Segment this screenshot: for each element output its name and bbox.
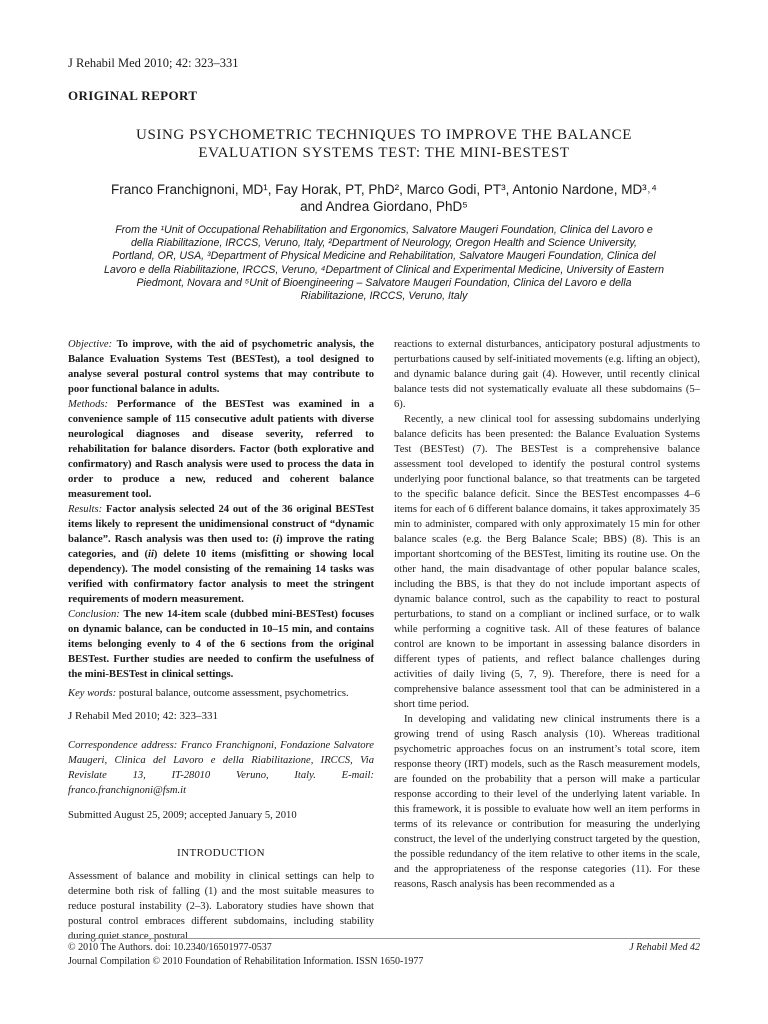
keywords	[68, 686, 374, 701]
title-line-2: EVALUATION SYSTEMS TEST: THE MINI-BESTEST	[198, 145, 570, 161]
results-text-c: ) delete 10 items (misfitting or showing local dependency). The model consisting of the remaining 14 tasks was verified with confirmatory factor analysis to meet the stringent requirements of modern measurement.	[68, 549, 374, 605]
affiliations	[68, 224, 700, 303]
authors-line-1: Franco Franchignoni, MD¹, Fay Horak, PT, PhD², Marco Godi, PT³, Antonio Nardone, MD³˒⁴	[111, 182, 657, 197]
author-list	[68, 181, 700, 215]
results-text-b: ) improve the rating categories, and (	[68, 534, 374, 560]
journal-reference: J Rehabil Med 2010; 42: 323–331	[68, 56, 239, 70]
affiliation-line-6: Riabilitazione, IRCCS, Veruno, Italy	[300, 290, 468, 303]
report-type: ORIGINAL REPORT	[68, 88, 198, 103]
keywords-label: Key words:	[68, 688, 117, 699]
results-roman-ii: ii	[148, 549, 154, 560]
footer-compilation: Journal Compilation © 2010 Foundation of Rehabilitation Information. ISSN 1650-1977	[68, 956, 424, 967]
objective-text: To improve, with the aid of psychometric analysis, the Balance Evaluation Systems Test (BESTest), a tool designed to analyse several postural control systems that may contribute to poor functional balance in adults.	[68, 339, 374, 395]
title-line-1: USING PSYCHOMETRIC TECHNIQUES TO IMPROVE THE BALANCE	[136, 127, 632, 143]
keywords-text: postural balance, outcome assessment, psychometrics.	[118, 688, 349, 699]
methods-label: Methods:	[68, 399, 109, 410]
article-title	[68, 126, 700, 162]
affiliation-line-5: Piedmont, Novara and ⁵Unit of Bioengineering – Salvatore Maugeri Foundation, Clinica del Lavoro e della	[136, 276, 632, 289]
methods-text: Performance of the BESTest was examined in a convenience sample of 115 consecutive adult patients with diverse neurological diagnoses and disease severity, referred to rehabilitation for balance disorders. Factor (both explorative and confirmatory) and Rasch analysis were used to process the data in order to produce a new, reduced and coherent balance measurement tool.	[68, 399, 374, 500]
section-heading-introduction: INTRODUCTION	[177, 847, 265, 859]
conclusion-label: Conclusion:	[68, 609, 120, 620]
paragraph-3: In developing and validating new clinical instruments there is a growing trend of using Rasch analysis (10). Whereas traditional psychometric approaches focus on an instrument’s total score, item response theory (IRT) models, such as the Rasch measurement models, are founded on the probability that a person will make a particular response according to their level of the underlying latent variable. In this framework, it is possible to evaluate how well an item performs in terms of its relevance or contribution for measuring the underlying construct, the level of the underlying construct targeted by the question, the possible redundancy of the item relative to other items in the scale, and the appropriateness of the response categories (11). For these reasons, Rasch analysis has been recommended as a	[394, 714, 700, 890]
left-column	[68, 337, 374, 944]
authors-line-2: and Andrea Giordano, PhD⁵	[300, 199, 468, 214]
affiliation-line-4: Lavoro e della Riabilitazione, IRCCS, Veruno, ⁴Department of Clinical and Experimental Medicine, University of Eastern	[103, 263, 665, 276]
abstract	[68, 337, 374, 682]
results-label: Results:	[68, 504, 103, 515]
footer-journal: J Rehabil Med 42	[629, 942, 700, 953]
paragraph-1: reactions to external disturbances, anticipatory postural adjustments to perturbations caused by self-initiated movements (e.g. lifting an object), and dynamic balance during gait (4). However, until recently clinical balance tests did not systematically evaluate all these subdomains (5–6).	[394, 339, 700, 410]
results-text-a: Factor analysis selected 24 out of the 36 original BESTest items likely to represent the unidimensional construct of “dynamic balance”. Rasch analysis was then used to: (	[68, 504, 374, 545]
right-column	[394, 337, 700, 892]
objective-label: Objective:	[68, 339, 113, 350]
conclusion-text: The new 14-item scale (dubbed mini-BESTest) focuses on dynamic balance, can be conducted in 10–15 min, and contains items belonging evenly to 4 of the 6 sections from the original BESTest. Further studies are needed to confirm the usefulness of the mini-BESTest in clinical settings.	[68, 609, 374, 680]
footer-copyright: © 2010 The Authors. doi: 10.2340/16501977-0537	[68, 942, 272, 953]
results-roman-i: i	[276, 534, 280, 545]
affiliation-line-3: Portland, OR, USA, ³Department of Physical Medicine and Rehabilitation, Salvatore Maugeri Foundation, Clinica del	[112, 250, 656, 263]
paragraph-2: Recently, a new clinical tool for assessing subdomains underlying balance deficits has been presented: the Balance Evaluation Systems Test (BESTest) (7). The BESTest is a comprehensive balance assessment tool developed to identify the postural control systems underlying poor functional balance, so that treatments can be targeted to the specific balance deficit. Since the BESTest encompasses 4–6 items for each of 6 different balance domains, it takes approximately 35 min to administer, compared with only approximately 15 min for other balance scales (e.g. the Berg Balance Scale; BBS) (8). This is an important shortcoming of the BESTest, limiting its routine use. On the other hand, the main disadvantage of other popular balance scales, including the BBS, is that they do not include important aspects of dynamic balance control, such as the capability to react to postural perturbations, to stand on a compliant or inclined surface, or to walk while performing a cognitive task. All of these features of balance control are known to be important in assessing balance disorders in different types of patients, and reflect balance challenges during activities of daily living (5, 7, 9). Therefore, there is need for a comprehensive balance assessment tool that can be administered in a short time period.	[394, 414, 700, 710]
submission-dates: Submitted August 25, 2009; accepted January 5, 2010	[68, 810, 297, 821]
affiliation-line-1: From the ¹Unit of Occupational Rehabilitation and Ergonomics, Salvatore Maugeri Foundation, Clinica del Lavoro e	[115, 224, 653, 236]
affiliation-line-2: della Riabilitazione, IRCCS, Veruno, Italy, ²Department of Neurology, Oregon Health and Science University,	[131, 237, 637, 250]
correspondence: Correspondence address: Franco Franchignoni, Fondazione Salvatore Maugeri, Clinica del Lavoro e della Riabilitazione, IRCCS, Via Revislate 13, IT-28010 Veruno, Italy. E-mail: franco.franchignoni@fsm.it	[68, 740, 374, 796]
footer-divider	[68, 938, 700, 939]
introduction-text: Assessment of balance and mobility in clinical settings can help to determine both risk of falling (1) and the most suitable measures to reduce postural instability (2–3). Laboratory studies have shown that postural control embraces different subdomains, including stability during quiet stance, postural	[68, 871, 374, 942]
journal-reference-2: J Rehabil Med 2010; 42: 323–331	[68, 710, 219, 722]
